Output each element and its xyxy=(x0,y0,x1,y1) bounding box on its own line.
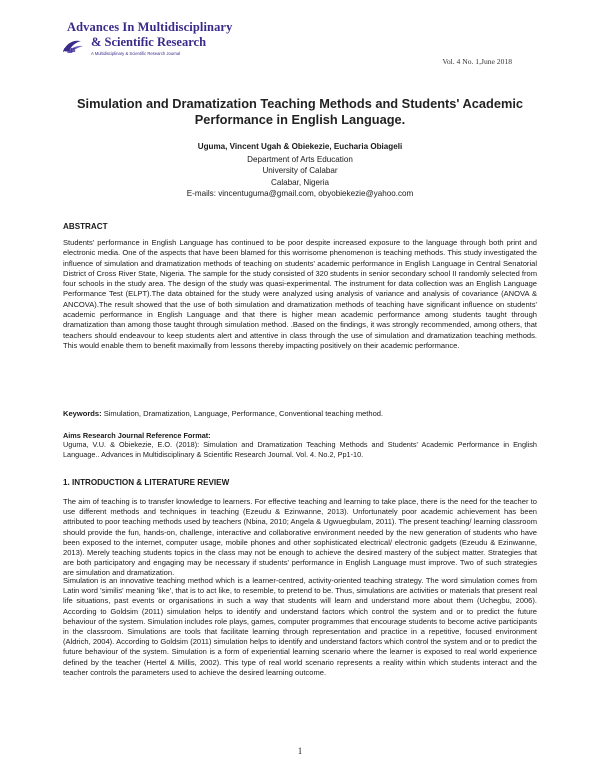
affiliation-university: University of Calabar xyxy=(262,166,338,176)
volume-issue: Vol. 4 No. 1,June 2018 xyxy=(442,57,512,66)
page-number: 1 xyxy=(297,746,303,756)
logo-tagline: A Multidisciplinary & Scientific Research Journal xyxy=(91,51,181,56)
journal-emblem-icon xyxy=(61,37,85,57)
abstract-text: Students' performance in English Language has continued to be poor despite increased exposure to the language through both print and electronic media. One of the aspects that have been blamed for this worrisome phenomenon is teaching methods. This study investigated the influence of simulation and dramatization methods of teaching on students' academic performance in English Language in Central Senatorial District of Cross River State, Nigeria. The sample for the study consisted of 320 students in senior secondary school II randomly selected from four schools in the study area. The design of the study was quasi-experimental. The instrument for data collection was an English Language Performance Test (ELPT).The data obtained for the study were analyzed using analysis of variance and analysis of covariance (ANOVA & ANCOVA).The result showed that the use of both simulation and dramatization methods of teaching have significant influence on students' academic performance in English Language and that there is higher mean academic performance among students taught through dramatization than among those taught through simulation method. .Based on the findings, it was strongly recommended, among others, that teachers should endeavour to keep students alert and attentive in class through the use of simulation and dramatization teaching methods. This would enable them to benefit maximally from lessons thereby impacting positively on their academic performance. xyxy=(63,238,537,350)
paper-title: Simulation and Dramatization Teaching Methods and Students' Academic Performance in English Language. xyxy=(76,96,524,127)
author-block xyxy=(60,141,540,199)
keywords-text: Simulation, Dramatization, Language, Performance, Conventional teaching method. xyxy=(101,409,384,418)
keywords xyxy=(63,409,537,418)
keywords-label: Keywords: xyxy=(63,409,102,418)
reference-format-text: Uguma, V.U. & Obiekezie, E.O. (2018): Simulation and Dramatization Teaching Methods and Students' Academic Performance in English Language.. Advances in Multidisciplinary & Scientific Research Journal. Vol. 4. No.2, Pp1-10. xyxy=(63,440,537,459)
body-paragraph-1: The aim of teaching is to transfer knowledge to learners. For effective teaching and learning to take place, there is the need for the teacher to use different methods and techniques in teaching (Ezeudu & Ezinwanne, 2013). Unfortunately poor academic achievement has been attributed to poor teaching methods used by teachers (Nbina, 2010; Angela & Ugwuegbulam, 2011). The present teaching/ learning classroom should provide the fun, hands-on, challenge, interactive and collaborative environment needed by the new generation of students who have been exposed to the internet, computer usage, mobile phones and other sophisticated electrical/ electronic gadgets (Ezeudu & Ezinwanne, 2013). Merely teaching students topics in the class may not be enough to achieve the desired mastery of the subject matter. Strategies that are both participatory and engaging may be necessary if students' performance in English Language must improve. Two of such strategies are simulation and dramatization. xyxy=(63,497,537,578)
affiliation-location: Calabar, Nigeria xyxy=(270,177,330,187)
reference-format-heading: Aims Research Journal Reference Format: xyxy=(63,431,211,440)
logo-title-line1: Advances In Multidisciplinary xyxy=(67,20,233,34)
logo-mark-text: AIMS xyxy=(63,48,76,54)
body-paragraph-2: Simulation is an innovative teaching method which is a learner-centred, activity-oriented teaching strategy. The word simulation comes from Latin word 'similis' meaning 'like', that is to act like, to resemble, to pretend to be. Thus, simulations are activities or materials that present real life situations, past events or organisations in such a way that students will learn and understand more about them (Uchegbu, 2006). According to Goldsim (2011) simulation helps to identify and understand factors which control the system and or to predict the future behaviour of the system. Simulation includes role plays, games, computer programmes that encourage students to become active participants in the classroom. Simulations are tools that facilitate learning through representation and practice in a repetitive, focused environment (Aldrich, 2004). According to Goldsim (2011) simulation helps to identify and understand factors which control the system and or to predict the future behaviour of the system. Simulation is a form of experiential learning scenario where the learner is exposed to real world experience defined by the teacher (Hertel & Millis, 2002). This type of real world scenario represents a reality within which students interact and the teacher controls the parameters used to achieve the desired learning outcome. xyxy=(63,576,537,677)
logo-title-line2: & Scientific Research xyxy=(91,35,207,49)
journal-logo xyxy=(61,18,231,64)
author-names: Uguma, Vincent Ugah & Obiekezie, Eucharia Obiageli xyxy=(197,142,403,151)
section-heading: 1. INTRODUCTION & LITERATURE REVIEW xyxy=(63,478,230,487)
abstract-heading: ABSTRACT xyxy=(63,222,108,231)
affiliation-department: Department of Arts Education xyxy=(247,155,353,165)
author-emails: E-mails: vincentuguma@gmail.com, obyobiekezie@yahoo.com xyxy=(186,188,414,198)
